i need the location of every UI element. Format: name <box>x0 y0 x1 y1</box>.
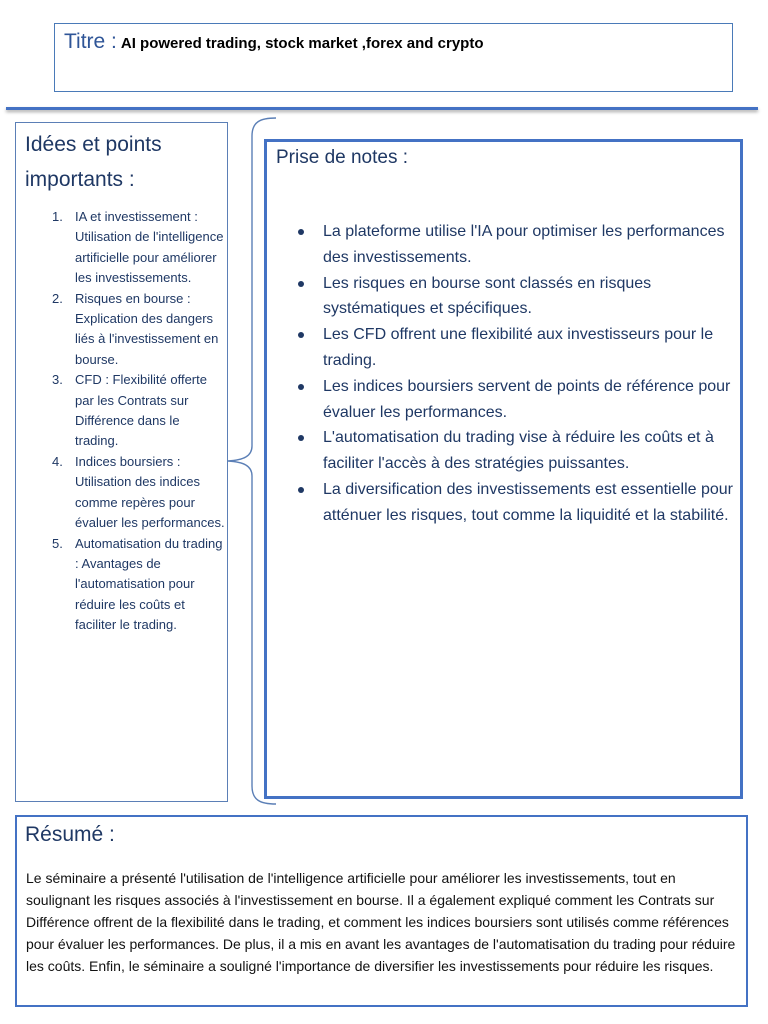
ideas-heading: Idées et points importants : <box>25 133 162 191</box>
ideas-item-number: 5. <box>52 535 63 551</box>
bullet-icon <box>298 281 304 287</box>
ideas-list-item <box>26 452 226 534</box>
ideas-item-text: Automatisation du trading : Avantages de l'automatisation pour réduire les coûts et faciliter le trading. <box>75 535 223 633</box>
ideas-item-text: Indices boursiers : Utilisation des indices comme repères pour évaluer les performances. <box>75 453 225 531</box>
ideas-item-text: IA et investissement : Utilisation de l'intelligence artificielle pour améliorer les investissements. <box>75 209 224 286</box>
notes-list <box>288 219 738 529</box>
notes-list-item <box>288 374 738 426</box>
notes-item-text: Les indices boursiers servent de points de référence pour évaluer les performances. <box>323 377 731 421</box>
ideas-item-number: 3. <box>52 372 63 388</box>
ideas-list-item <box>26 534 226 636</box>
notes-list-item <box>288 219 738 271</box>
notes-list-item <box>288 425 738 477</box>
notes-item-text: La plateforme utilise l'IA pour optimiser les performances des investissements. <box>323 223 725 266</box>
notes-item-text: Les CFD offrent une flexibilité aux investisseurs pour le trading. <box>323 326 714 369</box>
summary-text: Le séminaire a présenté l'utilisation de l'intelligence artificielle pour améliorer les investissements, tout en soulignant les risques associés à l'investissement en bourse. Il a également expliqué comment les Contrats sur Différence offrent de la flexibilité dans le trading, et comment les indices boursiers sont utilisés comme références pour évaluer les performances. De plus, il a mis en avant les avantages de l'automatisation du trading pour réduire les coûts. Enfin, le séminaire a souligné l'importance de diversifier les investissements pour réduire les risques. <box>26 870 736 974</box>
ideas-item-number: 2. <box>52 290 63 306</box>
bullet-icon <box>298 229 304 235</box>
ideas-list <box>26 207 226 636</box>
notes-item-text: L'automatisation du trading vise à réduire les coûts et à faciliter l'accès à des stratégies puissantes. <box>323 429 714 473</box>
title-row <box>64 30 483 54</box>
title-label: Titre : <box>64 30 117 53</box>
notes-list-item <box>288 477 738 529</box>
notes-list-item <box>288 271 738 323</box>
ideas-item-text: CFD : Flexibilité offerte par les Contrats sur Différence dans le trading. <box>75 372 207 449</box>
ideas-list-item <box>26 289 226 371</box>
notes-heading: Prise de notes : <box>276 147 409 168</box>
ideas-panel <box>15 122 228 802</box>
ideas-list-item <box>26 370 226 452</box>
notes-item-text: Les risques en bourse sont classés en risques systématiques et spécifiques. <box>323 274 652 318</box>
header-divider <box>6 107 758 110</box>
notes-panel <box>264 139 743 799</box>
summary-heading: Résumé : <box>25 823 115 846</box>
bullet-icon <box>298 332 304 338</box>
bullet-icon <box>298 487 304 493</box>
ideas-item-number: 1. <box>52 209 63 224</box>
notes-item-text: La diversification des investissements est essentielle pour atténuer les risques, tout comme la liquidité et la stabilité. <box>323 480 733 524</box>
document-title: AI powered trading, stock market ,forex and crypto <box>120 35 484 52</box>
bullet-icon <box>298 435 304 441</box>
title-box <box>54 23 733 92</box>
ideas-item-text: Risques en bourse : Explication des dangers liés à l'investissement en bourse. <box>75 290 219 367</box>
bullet-icon <box>298 384 304 390</box>
summary-panel <box>15 815 748 1007</box>
ideas-item-number: 4. <box>52 453 63 469</box>
ideas-list-item <box>26 207 226 289</box>
notes-list-item <box>288 322 738 374</box>
